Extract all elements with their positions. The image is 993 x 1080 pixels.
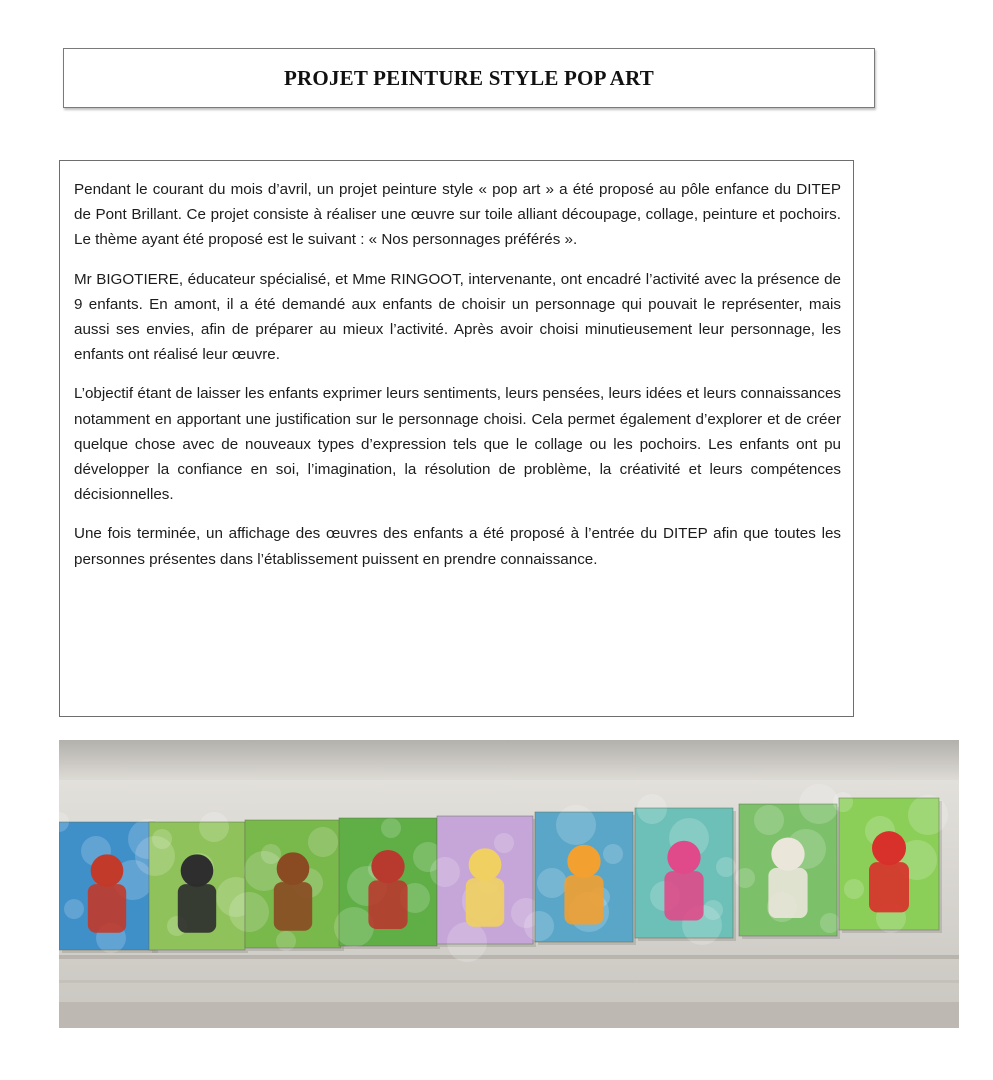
painting-texture (844, 879, 864, 899)
painting-figure-body (88, 884, 126, 933)
painting-figure-head (771, 838, 804, 871)
painting-texture (494, 833, 514, 853)
paragraph-2: Mr BIGOTIERE, éducateur spécialisé, et Mme RINGOOT, intervenante, ont encadré l’activité avec la présence de 9 enfants. En amont, il a été demandé aux enfants de choisir un personnage qui pouvait le représenter, mais aussi ses envies, afin de préparer au mieux l’activité. Après avoir choisi minutieusement leur personnage, les enfants ont réalisé leur œuvre. (74, 270, 841, 364)
floor-shade (59, 1002, 959, 1028)
painting-texture (537, 868, 567, 898)
painting-texture (754, 805, 784, 835)
painting-texture (64, 899, 84, 919)
painting-5 (430, 816, 541, 962)
painting-figure-head (91, 854, 124, 887)
paintings-photo (59, 740, 959, 1028)
painting-figure-body (274, 882, 312, 931)
painting-3 (229, 820, 344, 951)
painting-figure-body (178, 884, 216, 933)
painting-7 (635, 794, 736, 945)
paintings-photo-svg (59, 740, 959, 1028)
painting-figure-body (869, 862, 909, 912)
wall-top-shadow (59, 740, 959, 780)
painting-texture (199, 812, 229, 842)
painting-texture (908, 795, 948, 835)
painting-figure-head (567, 845, 600, 878)
text-box (59, 160, 854, 717)
paragraph-4: Une fois terminée, un affichage des œuvres des enfants a été proposé à l’entrée du DITEP afin que toutes les personnes présentes dans l’établissement puissent en prendre connaissance. (74, 525, 841, 568)
painting-texture (308, 827, 338, 857)
document-title: PROJET PEINTURE STYLE POP ART (284, 65, 654, 90)
painting-2 (135, 812, 256, 953)
painting-texture (229, 892, 269, 932)
painting-figure-body (466, 878, 504, 927)
paragraph-3: L’objectif étant de laisser les enfants exprimer leurs sentiments, leurs pensées, leurs idées et leurs connaissances notamment en apportant une justification sur le personnage choisi. Cela permet également d’explorer et de créer quelque chose avec de nouveaux types d’expression tels que le collage ou les pochoirs. Les enfants ont pu développer la confiance en soi, l’imagination, la résolution de problème, la créativité et leurs compétences décisionnelles. (74, 385, 841, 504)
painting-texture (381, 818, 401, 838)
painting-texture (334, 907, 374, 947)
painting-texture (430, 857, 460, 887)
painting-texture (135, 836, 175, 876)
painting-figure-head (371, 850, 404, 883)
painting-figure-head (469, 848, 502, 881)
painting-figure-head (872, 831, 906, 865)
ledge-line-2 (59, 980, 959, 983)
painting-figure-body (664, 871, 703, 920)
painting-texture (556, 805, 596, 845)
ledge-line-1 (59, 955, 959, 959)
painting-figure-body (368, 880, 407, 929)
painting-texture (447, 922, 487, 962)
painting-texture (735, 868, 755, 888)
painting-figure-head (277, 852, 310, 885)
paragraph-1: Pendant le courant du mois d’avril, un projet peinture style « pop art » a été proposé au pôle enfance du DITEP de Pont Brillant. Ce projet consiste à réaliser une œuvre sur toile alliant découpage, collage, peinture et pochoirs. Le thème ayant été proposé est le suivant : « Nos personnages préférés ». (74, 181, 841, 249)
painting-4 (334, 818, 443, 949)
painting-figure-body (564, 875, 603, 924)
painting-texture (524, 911, 554, 941)
painting-texture (603, 844, 623, 864)
painting-texture (637, 794, 667, 824)
painting-texture (833, 792, 853, 812)
painting-figure-head (667, 841, 700, 874)
painting-8 (735, 784, 840, 939)
painting-9 (833, 792, 948, 933)
painting-figure-head (181, 854, 214, 887)
painting-6 (524, 805, 636, 945)
title-box (63, 48, 875, 108)
painting-figure-body (768, 868, 807, 918)
